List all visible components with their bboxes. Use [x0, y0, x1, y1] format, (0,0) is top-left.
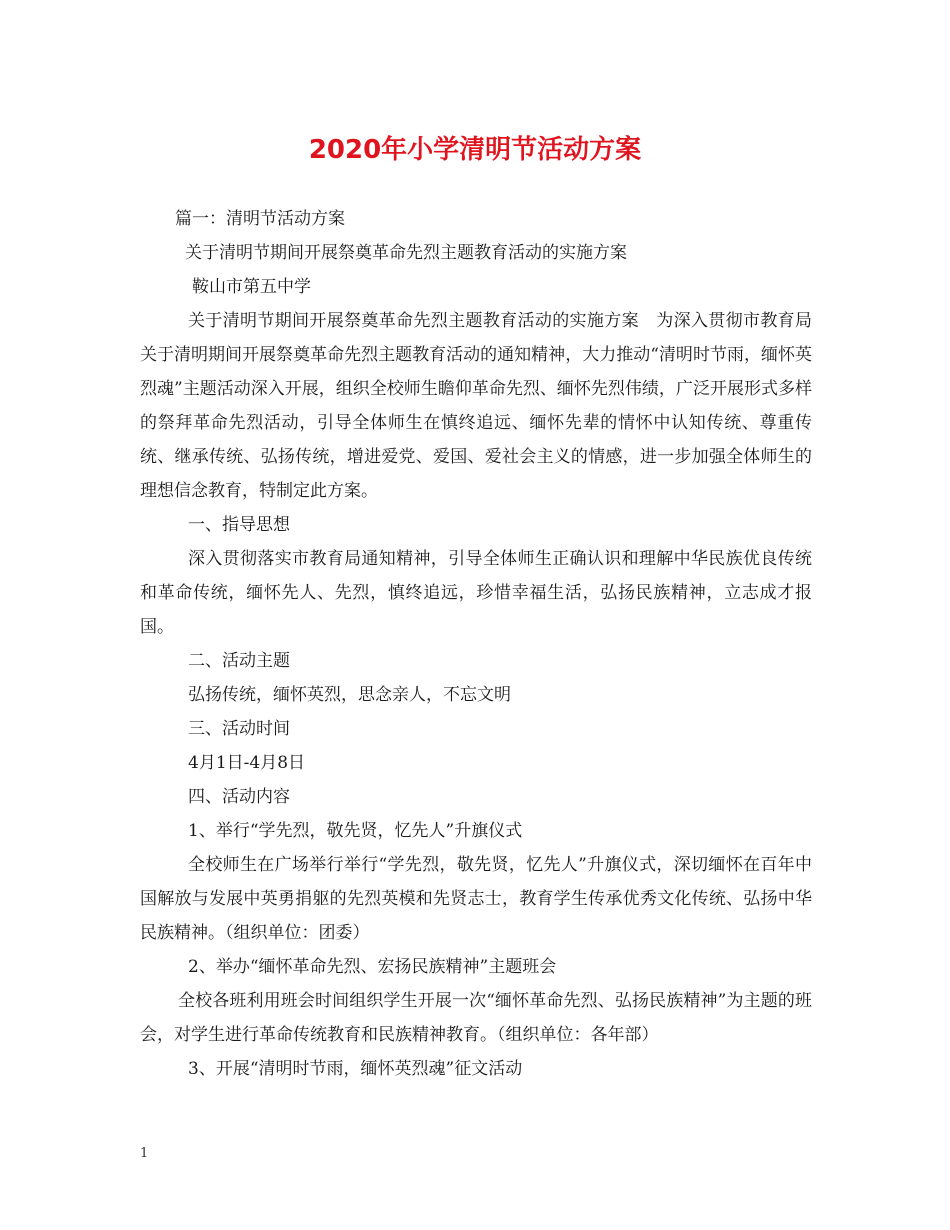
- school-name: 鞍山市第五中学: [192, 277, 311, 297]
- plan-subtitle: 关于清明节期间开展祭奠革命先烈主题教育活动的实施方案: [185, 243, 627, 263]
- paragraph-activity-time: 4月1日-4月8日: [188, 753, 306, 773]
- heading-activity-theme: 二、活动主题: [188, 651, 290, 671]
- item-2-heading: 2、举办“缅怀革命先烈、宏扬民族精神”主题班会: [188, 957, 557, 977]
- item-3-heading: 3、开展“清明时节雨，缅怀英烈魂”征文活动: [188, 1059, 523, 1079]
- paragraph-activity-theme: 弘扬传统，缅怀英烈，思念亲人，不忘文明: [188, 685, 511, 705]
- heading-guiding-ideology: 一、指导思想: [188, 515, 290, 535]
- intro-paragraph: 关于清明节期间开展祭奠革命先烈主题教育活动的实施方案 为深入贯彻市教育局关于清明期间开展祭奠革命先烈主题教育活动的通知精神，大力推动“清明时节雨，缅怀英烈魂”主题活动深入开展，组织全校师生瞻仰革命先烈、缅怀先烈伟绩，广泛开展形式多样的祭拜革命先烈活动，引导全体师生在慎终追远、缅怀先辈的情怀中认知传统、尊重传统、继承传统、弘扬传统，增进爱党、爱国、爱社会主义的情感，进一步加强全体师生的理想信念教育，特制定此方案。: [140, 311, 812, 501]
- heading-activity-time: 三、活动时间: [188, 719, 290, 739]
- heading-activity-content: 四、活动内容: [188, 787, 290, 807]
- page-number: 1: [140, 1146, 149, 1161]
- item-2-paragraph: 全校各班利用班会时间组织学生开展一次“缅怀革命先烈、弘扬民族精神”为主题的班会，对学生进行革命传统教育和民族精神教育。（组织单位：各年部）: [140, 991, 812, 1045]
- section-label: 篇一：清明节活动方案: [175, 209, 345, 229]
- item-1-heading: 1、举行“学先烈，敬先贤，忆先人”升旗仪式: [188, 821, 523, 841]
- document-title: 2020年小学清明节活动方案: [308, 135, 642, 165]
- paragraph-guiding-ideology: 深入贯彻落实市教育局通知精神，引导全体师生正确认识和理解中华民族优良传统和革命传统，缅怀先人、先烈，慎终追远，珍惜幸福生活，弘扬民族精神，立志成才报国。: [140, 549, 812, 637]
- item-1-paragraph: 全校师生在广场举行举行“学先烈，敬先贤，忆先人”升旗仪式，深切缅怀在百年中国解放与发展中英勇捐躯的先烈英模和先贤志士，教育学生传承优秀文化传统、弘扬中华民族精神。（组织单位：团委）: [140, 855, 812, 943]
- document-body: [140, 202, 812, 1086]
